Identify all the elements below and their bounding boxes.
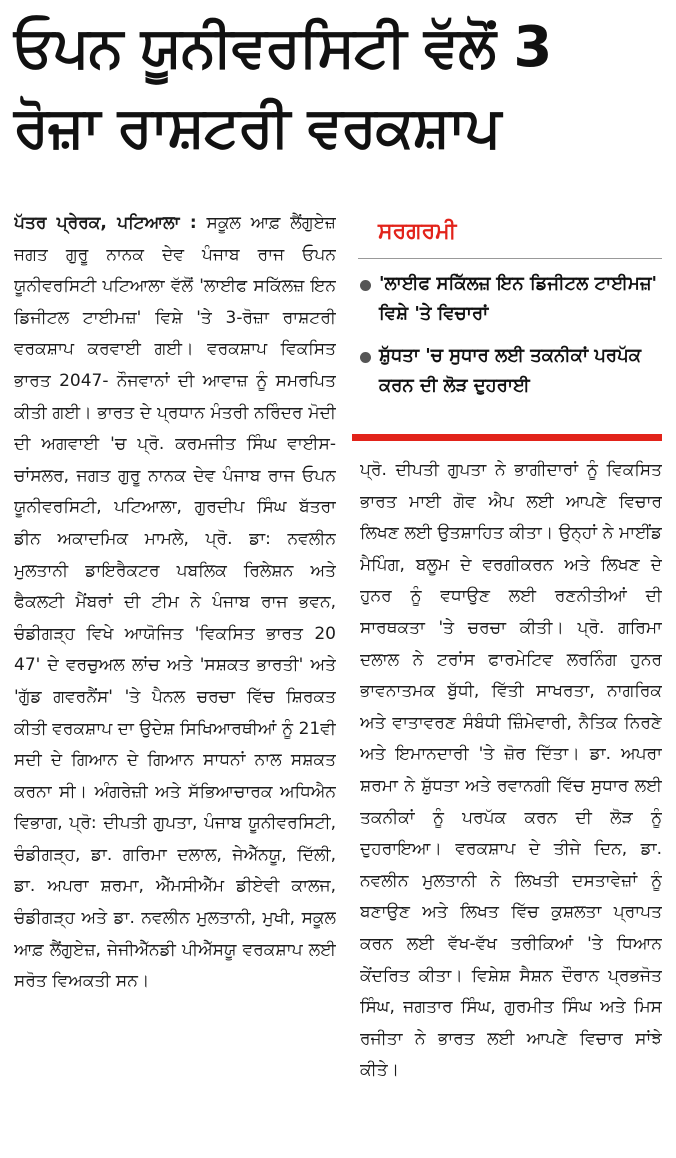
box-bottom-rule <box>352 434 662 441</box>
highlight-item-text: 'ਲਾਈਫ ਸਕਿੱਲਜ਼ ਇਨ ਡਿਜੀਟਲ ਟਾਈਮਜ਼' ਵਿਸ਼ੇ 'ਤੇ ਵਿਚਾਰਾਂ <box>379 273 658 324</box>
dateline: ਪੱਤਰ ਪ੍ਰੇਰਕ, ਪਟਿਆਲਾ : <box>14 213 197 233</box>
article-paragraph-left <box>14 208 336 998</box>
bullet-icon <box>360 352 371 363</box>
headline-line-2: ਰੋਜ਼ਾ ਰਾਸ਼ਟਰੀ ਵਰਕਸ਼ਾਪ <box>14 95 501 160</box>
highlight-list <box>352 269 662 401</box>
highlight-item <box>352 269 662 329</box>
bullet-icon <box>360 280 371 291</box>
headline-line-1: ਓਪਨ ਯੂਨੀਵਰਸਿਟੀ ਵੱਲੋਂ 3 <box>14 15 552 80</box>
article-column-left <box>14 208 336 1148</box>
box-title: ਸਰਗਰਮੀ <box>378 219 457 244</box>
article-text-left: ਸਕੂਲ ਆਫ਼ ਲੈਂਗੁਏਜ਼ ਜਗਤ ਗੁਰੂ ਨਾਨਕ ਦੇਵ ਪੰਜਾਬ ਰਾਜ ਓਪਨ ਯੂਨੀਵਰਸਿਟੀ ਪਟਿਆਲਾ ਵੱਲੋਂ 'ਲਾਈਫ ਸਕਿੱਲਜ਼ ਇਨ ਡਿਜੀਟਲ ਟਾਈਮਜ਼' ਵਿਸ਼ੇ 'ਤੇ 3-ਰੋਜ਼ਾ ਰਾਸ਼ਟਰੀ ਵਰਕਸ਼ਾਪ ਕਰਵਾਈ ਗਈ। ਵਰਕਸ਼ਾਪ ਵਿਕਸਿਤ ਭਾਰਤ 2047- ਨੌਜਵਾਨਾਂ ਦੀ ਆਵਾਜ਼ ਨੂੰ ਸਮਰਪਿਤ ਕੀਤੀ ਗਈ। ਭਾਰਤ ਦੇ ਪ੍ਰਧਾਨ ਮੰਤਰੀ ਨਰਿੰਦਰ ਮੋਦੀ ਦੀ ਅਗਵਾਈ 'ਚ ਪ੍ਰੋ. ਕਰਮਜੀਤ ਸਿੰਘ ਵਾਈਸ-ਚਾਂਸਲਰ, ਜਗਤ ਗੁਰੂ ਨਾਨਕ ਦੇਵ ਪੰਜਾਬ ਰਾਜ ਓਪਨ ਯੂਨੀਵਰਸਿਟੀ, ਪਟਿਆਲਾ, ਗੁਰਦੀਪ ਸਿੰਘ ਬੱਤਰਾ ਡੀਨ ਅਕਾਦਮਿਕ ਮਾਮਲੇ, ਪ੍ਰੋ. ਡਾ: ਨਵਲੀਨ ਮੁਲਤਾਨੀ ਡਾਇਰੈਕਟਰ ਪਬਲਿਕ ਰਿਲੇਸ਼ਨ ਅਤੇ ਫੈਕਲਟੀ ਮੈਂਬਰਾਂ ਦੀ ਟੀਮ ਨੇ ਪੰਜਾਬ ਰਾਜ ਭਵਨ, ਚੰਡੀਗੜ੍ਹ ਵਿਖੇ ਆਯੋਜਿਤ 'ਵਿਕਸਿਤ ਭਾਰਤ 20 47' ਦੇ ਵਰਚੁਅਲ ਲਾਂਚ ਅਤੇ 'ਸਸ਼ਕਤ ਭਾਰਤੀ' ਅਤੇ 'ਗੁੱਡ ਗਵਰਨੈਂਸ' 'ਤੇ ਪੈਨਲ ਚਰਚਾ ਵਿੱਚ ਸ਼ਿਰਕਤ ਕੀਤੀ ਵਰਕਸ਼ਾਪ ਦਾ ਉਦੇਸ਼ ਸਿਖਿਆਰਥੀਆਂ ਨੂੰ 21ਵੀ ਸਦੀ ਦੇ ਗਿਆਨ ਦੇ ਗਿਆਨ ਸਾਧਨਾਂ ਨਾਲ ਸਸ਼ਕਤ ਕਰਨਾ ਸੀ। ਅੰਗਰੇਜ਼ੀ ਅਤੇ ਸੱਭਿਆਚਾਰਕ ਅਧਿਐਨ ਵਿਭਾਗ, ਪ੍ਰੋ: ਦੀਪਤੀ ਗੁਪਤਾ, ਪੰਜਾਬ ਯੂਨੀਵਰਸਿਟੀ, ਚੰਡੀਗੜ੍ਹ, ਡਾ. ਗਰਿਮਾ ਦਲਾਲ, ਜੇਐੱਨਯੂ, ਦਿੱਲੀ, ਡਾ. ਅਪਰਾ ਸ਼ਰਮਾ, ਐੱਮਸੀਐੱਮ ਡੀਏਵੀ ਕਾਲਜ, ਚੰਡੀਗੜ੍ਹ ਅਤੇ ਡਾ. ਨਵਲੀਨ ਮੁਲਤਾਨੀ, ਮੁਖੀ, ਸਕੂਲ ਆਫ਼ ਲੈਂਗੁਏਜ਼, ਜੇਜੀਐੱਨਡੀ ਪੀਐੱਸਯੂ ਵਰਕਸ਼ਾਪ ਲਈ ਸਰੋਤ ਵਿਅਕਤੀ ਸਨ। <box>14 213 336 992</box>
highlight-item <box>352 341 662 401</box>
box-divider <box>358 258 662 259</box>
highlight-box <box>352 214 662 444</box>
article-column-right <box>360 455 662 1145</box>
headline <box>14 8 664 168</box>
highlight-item-text: ਸ਼ੁੱਧਤਾ 'ਚ ਸੁਧਾਰ ਲਈ ਤਕਨੀਕਾਂ ਪਰਪੱਕ ਕਰਨ ਦੀ ਲੋੜ ਦੁਹਰਾਈ <box>379 345 641 396</box>
article-paragraph-right: ਪ੍ਰੋ. ਦੀਪਤੀ ਗੁਪਤਾ ਨੇ ਭਾਗੀਦਾਰਾਂ ਨੂੰ ਵਿਕਸਿਤ ਭਾਰਤ ਮਾਈ ਗੋਵ ਐਪ ਲਈ ਆਪਣੇ ਵਿਚਾਰ ਲਿਖਣ ਲਈ ਉਤਸ਼ਾਹਿਤ ਕੀਤਾ। ਉਨ੍ਹਾਂ ਨੇ ਮਾਈਂਡ ਮੈਪਿੰਗ, ਬਲੂਮ ਦੇ ਵਰਗੀਕਰਨ ਅਤੇ ਲਿਖਣ ਦੇ ਹੁਨਰ ਨੂੰ ਵਧਾਉਣ ਲਈ ਰਣਨੀਤੀਆਂ ਦੀ ਸਾਰਥਕਤਾ 'ਤੇ ਚਰਚਾ ਕੀਤੀ। ਪ੍ਰੋ. ਗਰਿਮਾ ਦਲਾਲ ਨੇ ਟਰਾਂਸ ਫਾਰਮੇਟਿਵ ਲਰਨਿੰਗ ਹੁਨਰ ਭਾਵਨਾਤਮਕ ਬੁੱਧੀ, ਵਿੱਤੀ ਸਾਖਰਤਾ, ਨਾਗਰਿਕ ਅਤੇ ਵਾਤਾਵਰਣ ਸੰਬੰਧੀ ਜ਼ਿੰਮੇਵਾਰੀ, ਨੈਤਿਕ ਨਿਰਣੇ ਅਤੇ ਇਮਾਨਦਾਰੀ 'ਤੇ ਜ਼ੋਰ ਦਿੱਤਾ। ਡਾ. ਅਪਰਾ ਸ਼ਰਮਾ ਨੇ ਸ਼ੁੱਧਤਾ ਅਤੇ ਰਵਾਨਗੀ ਵਿੱਚ ਸੁਧਾਰ ਲਈ ਤਕਨੀਕਾਂ ਨੂੰ ਪਰਪੱਕ ਕਰਨ ਦੀ ਲੋੜ ਨੂੰ ਦੁਹਰਾਇਆ। ਵਰਕਸ਼ਾਪ ਦੇ ਤੀਜੇ ਦਿਨ, ਡਾ. ਨਵਲੀਨ ਮੁਲਤਾਨੀ ਨੇ ਲਿਖਤੀ ਦਸਤਾਵੇਜ਼ਾਂ ਨੂੰ ਬਣਾਉਣ ਅਤੇ ਲਿਖਤ ਵਿੱਚ ਕੁਸ਼ਲਤਾ ਪ੍ਰਾਪਤ ਕਰਨ ਲਈ ਵੱਖ-ਵੱਖ ਤਰੀਕਿਆਂ 'ਤੇ ਧਿਆਨ ਕੇਂਦਰਿਤ ਕੀਤਾ। ਵਿਸ਼ੇਸ਼ ਸੈਸ਼ਨ ਦੌਰਾਨ ਪ੍ਰਭਜੋਤ ਸਿੰਘ, ਜਗਤਾਰ ਸਿੰਘ, ਗੁਰਮੀਤ ਸਿੰਘ ਅਤੇ ਮਿਸ ਰਜੀਤਾ ਨੇ ਭਾਰਤ ਲਈ ਆਪਣੇ ਵਿਚਾਰ ਸਾਂਝੇ ਕੀਤੇ। <box>360 460 662 1081</box>
